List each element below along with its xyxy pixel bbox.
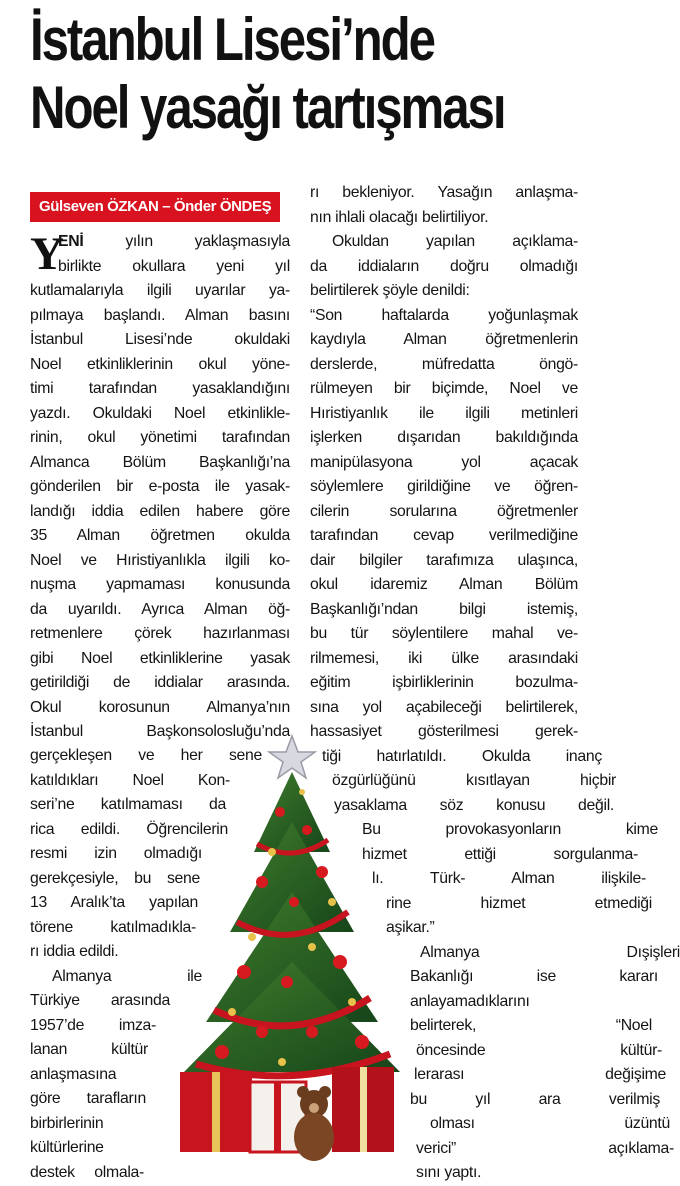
text-line: rica edildi. Öğrencilerin	[30, 820, 228, 838]
text-line: da iddiaların doğru olmadığı	[310, 257, 578, 275]
text-line: öncesinde kültür-	[416, 1041, 662, 1059]
text-line: kaydıyla Alman öğretmenlerin	[310, 331, 578, 348]
text-line: landığı iddia edilen habere göre	[30, 502, 290, 520]
text-line: İstanbul Başkonsolosluğu’nda	[30, 723, 290, 740]
text-line: 35 Alman öğretmen okulda	[30, 527, 290, 544]
text-line: belirterek, “Noel	[410, 1017, 652, 1034]
text-line: nuşma yapmaması konusunda	[30, 576, 290, 593]
text-line: Okuldan yapılan açıklama-	[332, 233, 578, 250]
text-line: hassasiyet gösterilmesi gerek-	[310, 723, 578, 740]
text-line: destek olmala-	[30, 1163, 144, 1181]
text-line: anlaşmasına	[30, 1065, 117, 1083]
text-line: okul idaremiz Alman Bölüm	[310, 576, 578, 593]
star-icon	[269, 736, 315, 778]
text-line: timi tarafından yasaklandığını	[30, 380, 290, 397]
text-line: hizmet ettiği sorgulanma-	[362, 845, 638, 863]
text-line: seri’ne katılmaması da	[30, 796, 226, 813]
text-line: rülmeyen bir biçimde, Noel ve	[310, 380, 578, 397]
text-line: aşikar.”	[386, 919, 435, 936]
drop-cap: Y	[30, 228, 64, 280]
christmas-tree-image	[162, 732, 422, 1172]
text-line: Hıristiyanlık ile ilgili metinleri	[310, 404, 578, 422]
text-line: bu yıl ara verilmiş	[410, 1090, 660, 1108]
text-line: yasaklama söz konusu değil.	[334, 796, 614, 814]
text-line: derslerde, müfredatta öngö-	[310, 355, 578, 373]
text-line: tiği hatırlatıldı. Okulda inanç	[322, 747, 602, 765]
text-line: gibi Noel etkinliklerine yasak	[30, 649, 290, 667]
text-line: özgürlüğünü kısıtlayan hiçbir	[332, 772, 616, 789]
text-line: törene katılmadıkla-	[30, 918, 196, 936]
text-line: retmenlere çörek hazırlanması	[30, 625, 290, 642]
text-line: eğitim işbirliklerinin bozulma-	[310, 674, 578, 691]
text-line: söylemlere girildiğine ve öğren-	[310, 478, 578, 495]
byline-badge: Gülseven ÖZKAN – Önder ÖNDEŞ	[30, 192, 280, 222]
text-line: Bakanlığı ise kararı	[410, 968, 658, 985]
headline	[30, 6, 505, 142]
text-line: Almanya Dışişleri	[420, 943, 680, 961]
text-line: rı iddia edildi.	[30, 943, 119, 960]
text-line: Türkiye arasında	[30, 992, 170, 1009]
text-line: katıldıkları Noel Kon-	[30, 771, 230, 789]
text-line: birlikte okullara yeni yıl	[58, 257, 290, 275]
text-line: pılmaya başlandı. Alman basını	[30, 306, 290, 324]
text-line: rı bekleniyor. Yasağın anlaşma-	[310, 184, 578, 201]
text-line: resmi izin olmadığı	[30, 845, 202, 862]
text-line: olması üzüntü	[430, 1115, 670, 1132]
text-line: birbirlerinin	[30, 1114, 104, 1132]
text-line: İstanbul Lisesi’nde okuldaki	[30, 331, 290, 348]
text-line: göre tarafların	[30, 1090, 146, 1107]
text-line: kültürlerine	[30, 1139, 104, 1156]
text-line: Başkanlığı’ndan bilgi istemiş,	[310, 600, 578, 618]
headline-line-1: İstanbul Lisesi’nde	[30, 6, 434, 73]
text-line: gerçekleşen ve her sene	[30, 747, 262, 764]
text-line: sına yol açabileceği belirtilerek,	[310, 698, 578, 716]
text-line: Almanca Bölüm Başkanlığı’na	[30, 453, 290, 471]
text-line: anlayamadıklarını	[410, 992, 530, 1010]
text-line: ENİ yılın yaklaşmasıyla	[58, 233, 290, 250]
lead-in: ENİ	[58, 233, 126, 250]
text-line: işlerken dışarıdan bakıldığında	[310, 429, 578, 446]
text-line: Okul korosunun Almanya’nın	[30, 698, 290, 716]
text-line: Almanya ile	[52, 967, 202, 985]
text-line: getirildiği de iddialar arasında.	[30, 674, 290, 691]
text-line: belirtilerek şöyle denildi:	[310, 282, 470, 299]
text-line: rinin, okul yönetimi tarafından	[30, 429, 290, 446]
text-line: lanan kültür	[30, 1041, 148, 1058]
headline-line-2: Noel yasağı tartışması	[30, 74, 505, 141]
text-line: 1957’de imza-	[30, 1016, 156, 1034]
text-line: kutlamalarıyla ilgili uyarılar ya-	[30, 282, 290, 299]
text-line: lı. Türk- Alman ilişkile-	[372, 870, 646, 887]
text-line: rilmemesi, iki ülke arasındaki	[310, 649, 578, 667]
text-line: yazdı. Okuldaki Noel etkinlikle-	[30, 404, 290, 422]
text-line: tarafından cevap verilmediğine	[310, 527, 578, 544]
text-line: sını yaptı.	[416, 1164, 482, 1181]
text-line: Noel etkinliklerinin okul yöne-	[30, 355, 290, 373]
text-line: Bu provokasyonların kime	[362, 821, 658, 838]
text-line: Noel ve Hıristiyanlıkla ilgili ko-	[30, 551, 290, 569]
text-line: gerekçesiyle, bu sene	[30, 869, 200, 887]
text-line: rine hizmet etmediği	[386, 894, 652, 912]
text-line: da uyarıldı. Ayrıca Alman öğ-	[30, 600, 290, 618]
text-line: cilerin sorularına öğretmenler	[310, 502, 578, 520]
text-line: bu tür söylentilere mahal ve-	[310, 625, 578, 642]
text-line: lerarası değişime	[414, 1066, 666, 1083]
text-line: dair bilgiler tarafımıza ulaşınca,	[310, 551, 578, 569]
text-line: manipülasyona yol açacak	[310, 453, 578, 471]
text-line: verici” açıklama-	[416, 1139, 674, 1157]
text-line: 13 Aralık’ta yapılan	[30, 894, 198, 911]
text-line: gönderilen bir e-posta ile yasak-	[30, 478, 290, 495]
text-line: nın ihlali olacağı belirtiliyor.	[310, 208, 489, 226]
article-column-1-top	[30, 230, 290, 745]
text-line: “Son haftalarda yoğunlaşmak	[310, 306, 578, 324]
